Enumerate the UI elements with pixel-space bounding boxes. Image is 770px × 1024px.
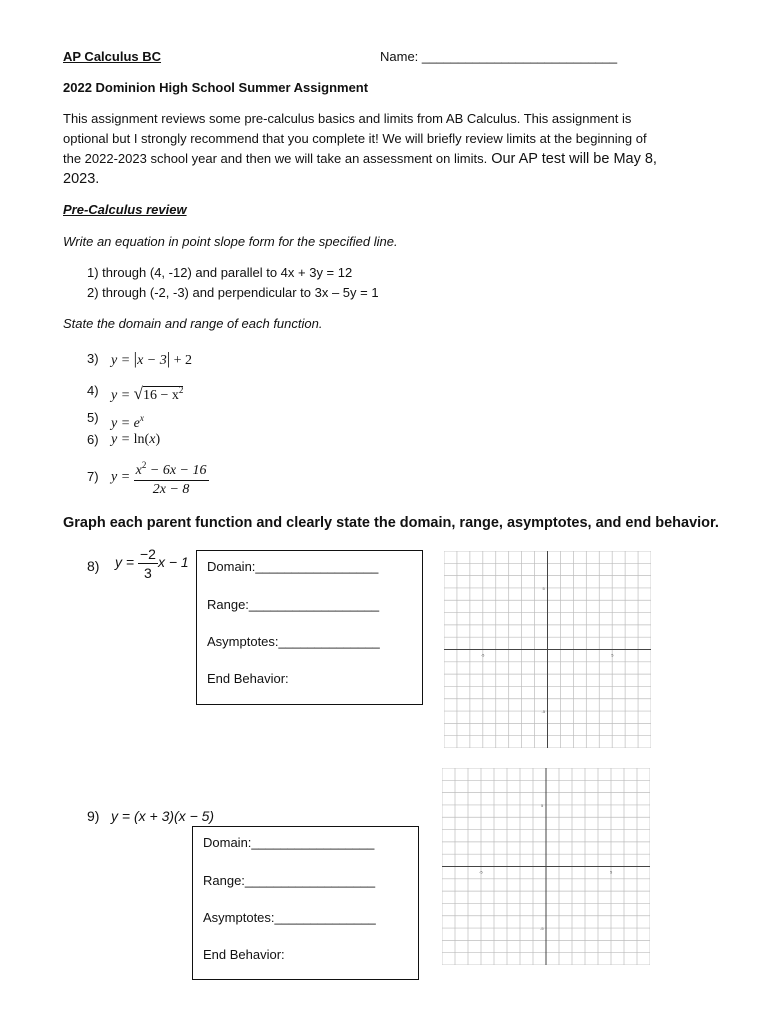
- eq6-close: ): [155, 432, 161, 447]
- eq5-exponent: x: [139, 413, 144, 423]
- precalc-heading: Pre-Calculus review: [63, 202, 187, 217]
- answer-box-8: [196, 550, 423, 705]
- intro-paragraph: [63, 109, 763, 189]
- eq7-num-sup: 2: [141, 460, 147, 470]
- eq3-lhs: y =: [111, 353, 134, 368]
- problem-9-equation: y = (x + 3)(x − 5): [111, 808, 215, 824]
- problem-3-equation: [111, 349, 192, 371]
- problem-9-number: 9): [87, 808, 100, 824]
- eq8-fraction: [138, 545, 158, 582]
- eq7-fraction: [134, 456, 209, 499]
- eq8-rest: x − 1: [157, 554, 189, 571]
- answer-box-9: [192, 826, 419, 980]
- problem-3-number: 3): [87, 351, 99, 366]
- range-field-9[interactable]: Range:__________________: [203, 873, 376, 888]
- eq4-radicand: [143, 386, 183, 403]
- problem-6-equation: [111, 430, 160, 450]
- y-tick-label-neg: -5: [541, 709, 546, 715]
- intro-line-1: This assignment reviews some pre-calculus basics and limits from AB Calculus. This assignment is: [63, 111, 632, 126]
- eq4-sup: 2: [178, 385, 184, 395]
- eq7-numerator: [134, 456, 209, 481]
- instruction-point-slope: Write an equation in point slope form for the specified line.: [63, 234, 398, 249]
- eq3-tail: + 2: [170, 353, 193, 368]
- problem-8-equation: [115, 545, 189, 582]
- eq4-lhs: y =: [111, 388, 134, 403]
- problem-1: 1) through (4, -12) and parallel to 4x + 3y = 12: [87, 265, 353, 280]
- eq7-num-x: x: [135, 463, 142, 478]
- end-behavior-field-9[interactable]: End Behavior:: [203, 947, 285, 962]
- intro-line-3b: Our AP test will be May 8,: [487, 151, 657, 167]
- abs-bar-right: |: [166, 349, 171, 368]
- instruction-domain-range: State the domain and range of each function.: [63, 316, 323, 331]
- domain-field-8[interactable]: Domain:_________________: [207, 559, 379, 574]
- graphing-heading: Graph each parent function and clearly state the domain, range, asymptotes, and end behavior.: [63, 515, 719, 531]
- problem-8-number: 8): [87, 558, 100, 574]
- domain-field-9[interactable]: Domain:_________________: [203, 835, 375, 850]
- eq8-denominator: 3: [144, 565, 152, 581]
- eq7-num-rest: − 6x − 16: [146, 463, 207, 478]
- eq7-lhs: y =: [111, 469, 134, 485]
- end-behavior-field-8[interactable]: End Behavior:: [207, 671, 289, 686]
- eq8-lhs: y =: [115, 554, 138, 571]
- problem-5-number: 5): [87, 410, 99, 425]
- problem-4-number: 4): [87, 383, 99, 398]
- intro-line-3a: the 2022-2023 school year and then we will take an assessment on limits.: [63, 151, 488, 166]
- eq6-lhs: y =: [111, 432, 134, 447]
- name-field[interactable]: Name: ___________________________: [380, 49, 618, 64]
- y-tick-label-neg: -5: [540, 926, 544, 932]
- problem-4-equation: [111, 379, 183, 407]
- coordinate-grid-8[interactable]: [444, 551, 651, 748]
- range-field-8[interactable]: Range:__________________: [207, 597, 380, 612]
- abs-bar-left: |: [133, 349, 138, 368]
- y-tick-label-pos: 5: [542, 585, 545, 591]
- eq5-base: y = e: [111, 416, 140, 431]
- course-title: AP Calculus BC: [63, 49, 162, 64]
- eq3-inner: x − 3: [137, 353, 167, 368]
- y-tick-label-pos: 5: [541, 802, 544, 808]
- asymptotes-field-8[interactable]: Asymptotes:______________: [207, 634, 380, 649]
- intro-line-2: optional but I strongly recommend that you complete it! We will briefly review limits at the beginning of: [63, 131, 647, 146]
- asymptotes-field-9[interactable]: Asymptotes:______________: [203, 910, 376, 925]
- problem-2: 2) through (-2, -3) and perpendicular to 3x – 5y = 1: [87, 285, 379, 300]
- eq8-numerator: −2: [139, 546, 156, 562]
- intro-line-3: [63, 149, 763, 169]
- assignment-title: 2022 Dominion High School Summer Assignment: [63, 80, 369, 95]
- problem-7-equation: [111, 456, 209, 499]
- problem-6-number: 6): [87, 432, 99, 447]
- radical-sign: √: [133, 384, 144, 403]
- problem-7-number: 7): [87, 469, 99, 484]
- eq4-radicand-text: 16 − x: [143, 388, 179, 403]
- eq6-x: x: [149, 432, 156, 447]
- x-tick-label-pos: 5: [610, 869, 613, 875]
- x-tick-label-neg: -5: [480, 652, 485, 658]
- x-tick-label-pos: 5: [611, 652, 614, 658]
- x-tick-label-neg: -5: [479, 869, 483, 875]
- eq7-denominator: 2x − 8: [152, 482, 190, 497]
- coordinate-grid-9[interactable]: [442, 768, 650, 965]
- eq6-ln: ln(: [133, 432, 150, 447]
- intro-line-4: 2023.: [63, 171, 100, 187]
